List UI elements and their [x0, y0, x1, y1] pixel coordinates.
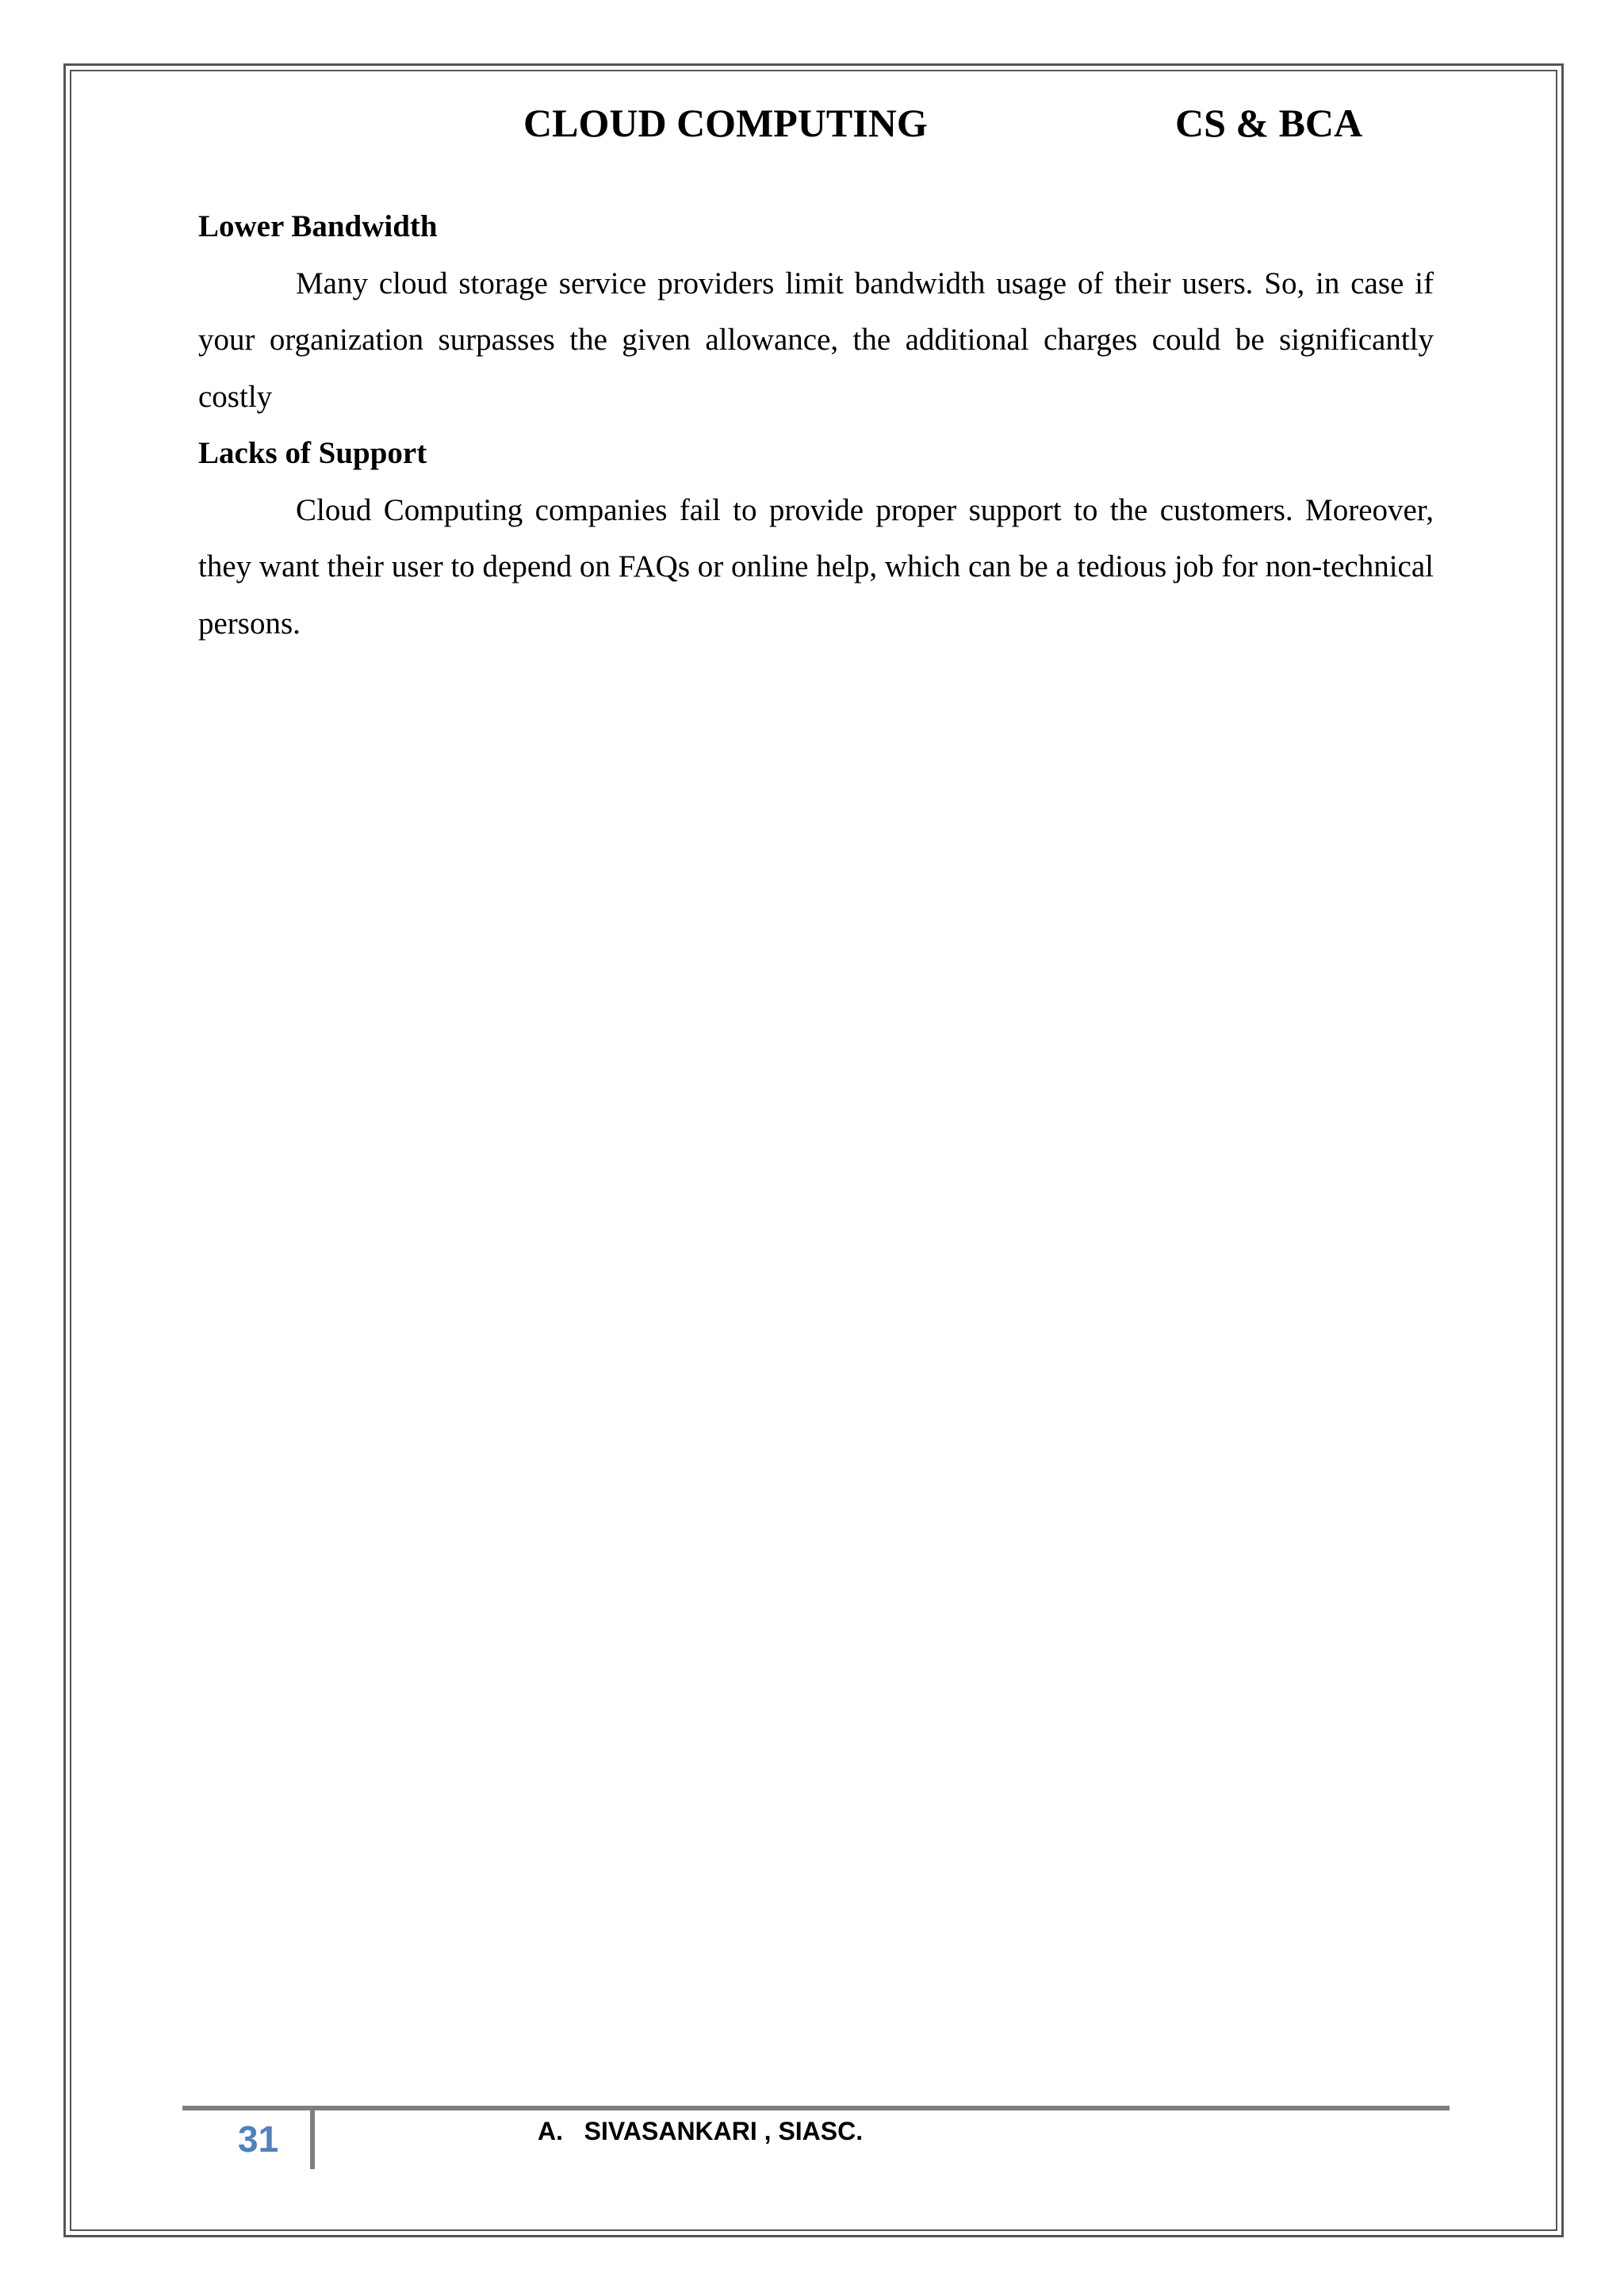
- section-lower-bandwidth: [198, 198, 1434, 425]
- section-paragraph: Cloud Computing companies fail to provide proper support to the customers. Moreover, they want their user to depend on FAQs or online help, which can be a tedious job for non-technical persons.: [198, 492, 1434, 641]
- header-course: CS & BCA: [1175, 101, 1363, 145]
- running-header: [0, 95, 1624, 151]
- page-number: 31: [238, 2118, 279, 2160]
- footer-divider: [310, 2110, 315, 2169]
- footer-rule: [182, 2106, 1450, 2110]
- footer-author: A. SIVASANKARI , SIASC.: [538, 2117, 864, 2145]
- section-lacks-of-support: [198, 425, 1434, 652]
- header-subject: CLOUD COMPUTING: [523, 101, 928, 145]
- page-content: [198, 198, 1434, 652]
- section-paragraph: Many cloud storage service providers limit bandwidth usage of their users. So, in case if your organization surpasses the given allowance, the additional charges could be significantly costly: [198, 266, 1434, 414]
- section-heading: Lower Bandwidth: [198, 209, 438, 243]
- section-heading: Lacks of Support: [198, 436, 427, 470]
